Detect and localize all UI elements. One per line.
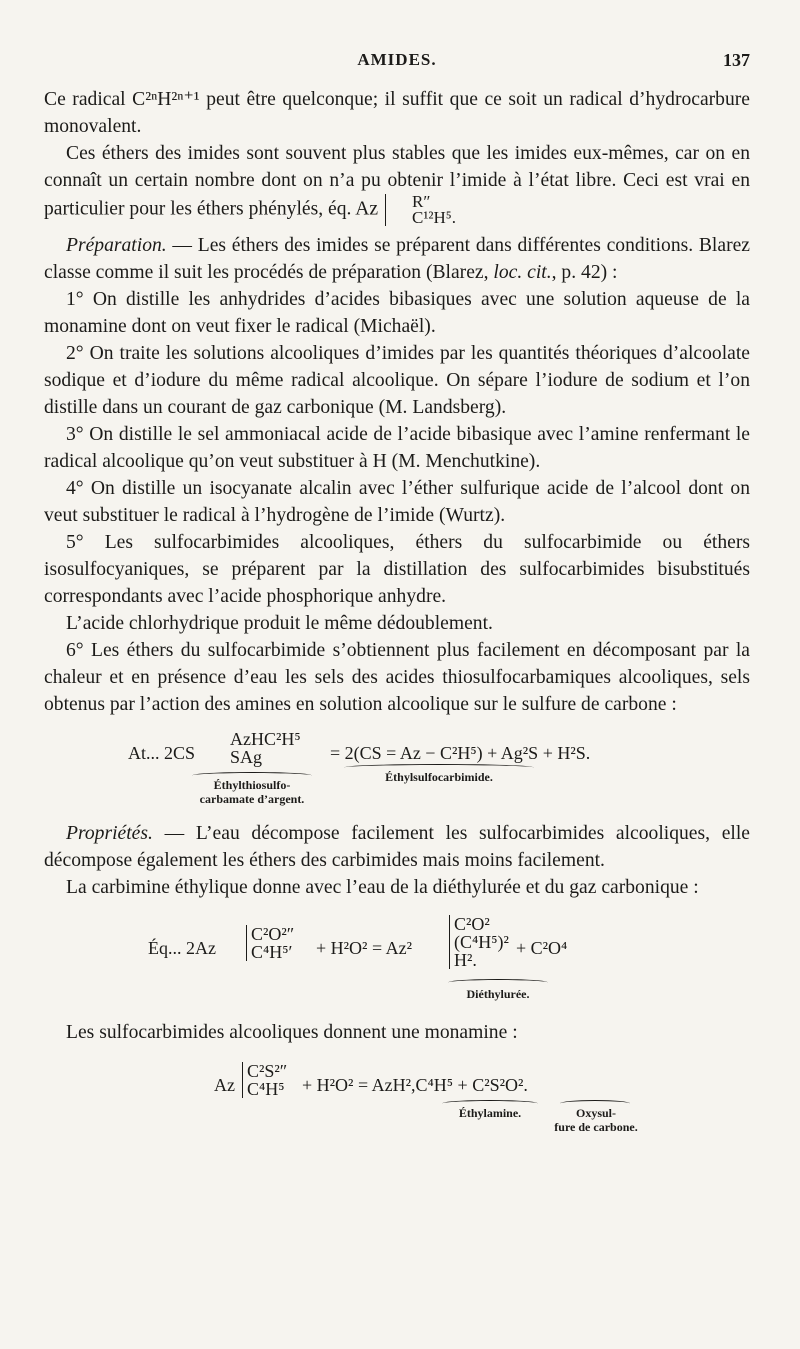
equation-branch — [449, 915, 509, 969]
section-label: Propriétés. — [66, 823, 153, 844]
equation-branch — [242, 1062, 287, 1098]
equation-label: Éthylsulfocarbimide. — [385, 770, 493, 784]
paragraph-text: — L’eau décompose facilement les sulfocarbimides alcooliques, elle décompose également les éthers des carbimides mais moins facilement. — [44, 823, 750, 871]
running-title: AMIDES. — [357, 50, 437, 69]
citation: loc. cit. — [493, 262, 552, 283]
label-line: fure de carbone. — [554, 1120, 638, 1134]
paragraph — [44, 232, 750, 286]
equation-mid: + H²O² = Az² — [316, 938, 412, 958]
branch-top: AzHC²H⁵ — [230, 729, 301, 749]
equation-tail: + C²O⁴ — [516, 938, 568, 958]
paragraph-text: — Les éthers des imides se préparent dans différentes conditions. Blarez classe comme il suit les procédés de préparation (Blarez, — [44, 235, 750, 283]
branch-stack — [230, 730, 301, 766]
paragraph — [44, 820, 750, 874]
equation-lead: Az — [214, 1075, 235, 1095]
branch-bottom: SAg — [230, 747, 263, 767]
equation-label: Éthylamine. — [458, 1106, 522, 1120]
branch-bottom: C⁴H⁵′ — [251, 942, 293, 962]
equation-monamine — [44, 1054, 750, 1144]
list-item: 3° On distille le sel ammoniacal acide de l’acide bibasique avec l’amine renfermant le radical alcoolique qu’on veut substituer à H (M. Menchutkine). — [44, 424, 750, 472]
paragraph: La carbimine éthylique donne avec l’eau de la diéthylurée et du gaz carbonique : — [66, 877, 699, 898]
equation-rhs: = 2(CS = Az − C²H⁵) + Ag²S + H²S. — [330, 743, 591, 763]
branch-top: C²S²″ — [247, 1061, 288, 1081]
list-item: 5° Les sulfocarbimides alcooliques, éthers du sulfocarbimide ou éthers isosulfocyaniques, se préparent par la distillation des sulfocarbimides bisubstitués correspondants avec l’acide phosphorique anhydre. — [44, 532, 750, 607]
list-item: 4° On distille un isocyanate alcalin avec l’éther sulfurique acide de l’alcool dont on veut substituer le radical à l’hydrogène de l’imide (Wurtz). — [44, 478, 750, 526]
body-text — [44, 86, 750, 1150]
list-item: 2° On traite les solutions alcooliques d’imides par les quantités théoriques d’alcoolate sodique et d’iodure du même radical alcoolique. On sépare l’iodure de sodium et l’on distille dans un courant de gaz carbonique (M. Landsberg). — [44, 343, 750, 418]
paragraph: L’acide chlorhydrique produit le même dédoublement. — [66, 613, 493, 634]
branch-top: C²O²″ — [251, 924, 295, 944]
formula-top: R″ — [411, 192, 431, 211]
equation-label — [540, 1106, 652, 1134]
paragraph: Ce radical C²ⁿH²ⁿ⁺¹ peut être quelconque; il suffit que ce soit un radical d’hydrocarbure monovalent. — [44, 89, 750, 137]
underbrace — [448, 979, 548, 986]
equation-label: Diéthylurée. — [466, 987, 530, 1001]
equation-branch — [246, 925, 294, 961]
equation-rhs: + H²O² = AzH²,C⁴H⁵ + C²S²O². — [302, 1075, 528, 1095]
branch-stack — [449, 915, 509, 969]
paragraph — [44, 140, 750, 226]
branch-line: H². — [454, 950, 477, 970]
branch-line: (C⁴H⁵)² — [454, 932, 509, 952]
label-line: carbamate d’argent. — [199, 792, 305, 806]
inline-formula — [385, 194, 456, 226]
equation-thiosulfocarbamate — [44, 726, 750, 812]
equation-lead: At... 2CS — [128, 743, 196, 763]
equation-branch — [230, 730, 301, 766]
list-item: 1° On distille les anhydrides d’acides bibasiques avec une solution aqueuse de la monamine dont on veut fixer le radical (Michaël). — [44, 289, 750, 337]
paragraph-text: Ces éthers des imides sont souvent plus stables que les imides eux-mêmes, car on en connaît un certain nombre dont on n’a pu obtenir l’imide à l’état libre. Ceci est vrai en particulier pour les éthers phénylés, éq. Az — [44, 143, 750, 220]
list-item: 6° Les éthers du sulfocarbimide s’obtiennent plus facilement en décomposant par la chaleur et en présence d’eau les sels des acides thiosulfocarbamiques alcooliques, sels obtenus par l’action des amines en solution alcoolique sur le sulfure de carbone : — [44, 640, 750, 715]
paragraph-text: , p. 42) : — [551, 262, 618, 283]
branch-line: C²O² — [454, 914, 490, 934]
branch-stack — [242, 1062, 287, 1098]
branch-bottom: C⁴H⁵ — [247, 1079, 285, 1099]
label-line: Éthylthiosulfo- — [213, 778, 291, 792]
equation-lead: Éq... 2Az — [148, 938, 216, 958]
page-number: 137 — [723, 50, 750, 70]
branch-stack — [246, 925, 294, 961]
equation-label — [190, 778, 314, 806]
page-header — [44, 50, 750, 76]
formula-bottom: C¹²H⁵. — [411, 208, 456, 227]
paragraph: Les sulfocarbimides alcooliques donnent une monamine : — [66, 1022, 518, 1043]
equation-diethylurea — [44, 909, 750, 1013]
section-label: Préparation. — [66, 235, 167, 256]
label-line: Oxysul- — [575, 1106, 616, 1120]
